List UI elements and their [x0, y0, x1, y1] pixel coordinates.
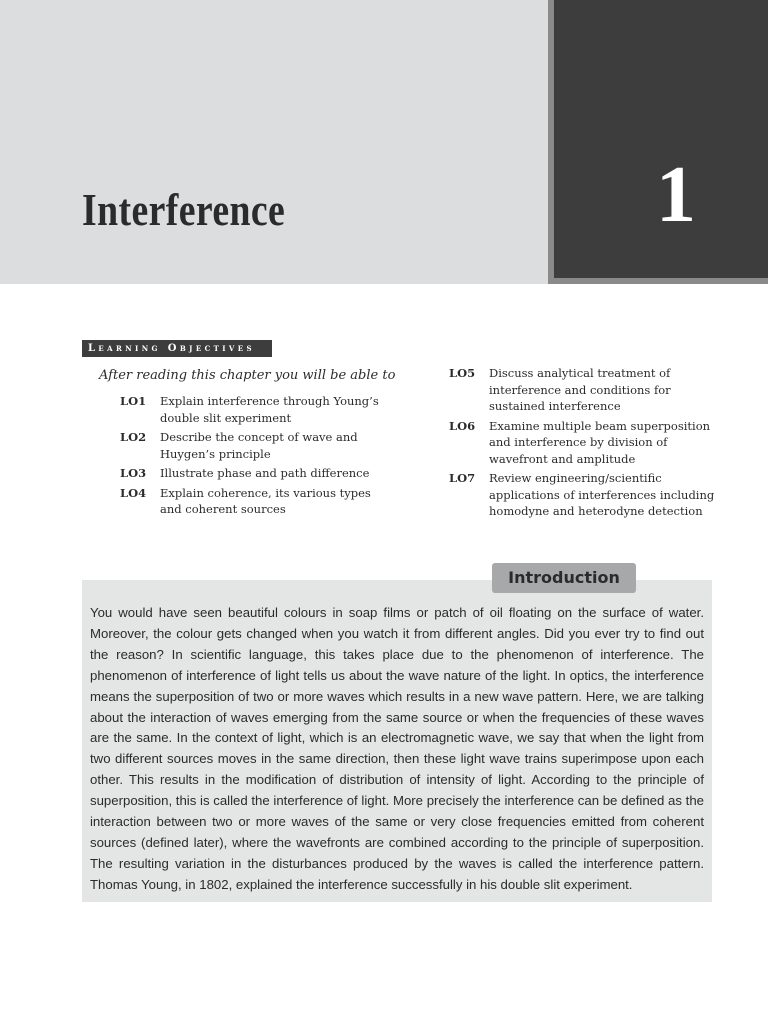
learning-objective-item	[120, 485, 380, 518]
objective-code: LO3	[120, 466, 147, 480]
objective-text: Discuss analytical treatment of interference and conditions for sustained interference	[489, 366, 671, 413]
introduction-paragraph: You would have seen beautiful colours in soap films or patch of oil floating on the surface of water. Moreover, the colour gets changed when you watch it from different angles. Did you ever try to find out the reason? In scientific language, this takes place due to the phenomenon of interference. The phenomenon of interference of light tells us about the wave nature of the light. In optics, the interference means the superposition of two or more waves which results in a new wave pattern. Here, we are talking about the interaction of waves emerging from the same source or when the frequencies of these waves are the same. In the context of light, which is an electromagnetic wave, we say that when the light from two different sources moves in the same direction, then these light wave trains superimpose upon each other. This results in the modification of distribution of intensity of light. According to the principle of superposition, this is called the interference of light. More precisely the interference can be defined as the interaction between two or more waves of the same or very close frequencies emitted from coherent sources (defined later), where the wavefronts are combined according to the principle of superposition. The resulting variation in the disturbances produced by the waves is called the interference pattern. Thomas Young, in 1802, explained the interference successfully in his double slit experiment.	[90, 605, 704, 892]
chapter-number: 1	[656, 151, 696, 239]
objective-code: LO7	[449, 471, 476, 485]
learning-objectives-right-list	[449, 365, 719, 523]
objective-text: Explain coherence, its various types and coherent sources	[160, 485, 371, 516]
learning-objectives-intro: After reading this chapter you will be able to	[99, 368, 396, 383]
learning-objective-item	[449, 365, 719, 415]
objective-code: LO5	[449, 366, 476, 380]
learning-objective-item	[449, 470, 719, 520]
learning-objective-item	[120, 393, 380, 426]
learning-objectives-heading: Learning Objectives	[82, 340, 272, 357]
learning-objective-item	[120, 429, 380, 462]
objective-text: Illustrate phase and path difference	[160, 466, 370, 480]
objective-code: LO2	[120, 430, 147, 444]
objective-code: LO1	[120, 394, 147, 408]
objective-text: Describe the concept of wave and Huygen’s principle	[160, 430, 358, 461]
objective-code: LO4	[120, 485, 147, 500]
chapter-number-box	[548, 0, 768, 284]
learning-objective-item	[449, 418, 719, 468]
chapter-title: Interference	[82, 184, 286, 235]
introduction-label: Introduction	[492, 563, 636, 593]
learning-objectives-left-list	[120, 393, 380, 521]
objective-code: LO6	[449, 418, 476, 433]
objective-text: Review engineering/scientific applications of interferences including homodyne and heterodyne detection	[489, 471, 715, 518]
objective-text: Explain interference through Young’s double slit experiment	[160, 394, 379, 425]
objective-text: Examine multiple beam superposition and interference by division of wavefront and amplitude	[489, 418, 711, 466]
learning-objective-item	[120, 465, 380, 482]
